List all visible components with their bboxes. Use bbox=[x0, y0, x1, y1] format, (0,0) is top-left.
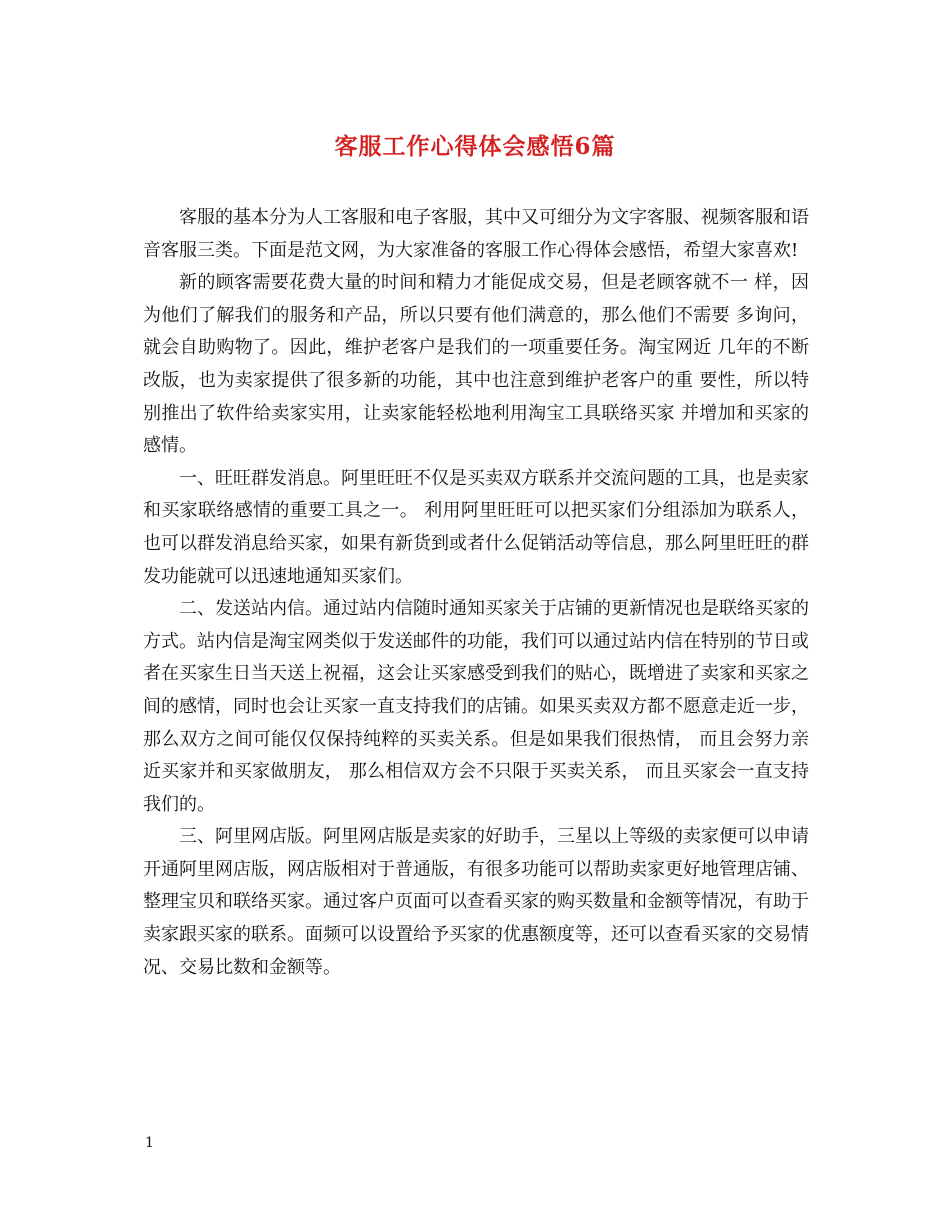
paragraph-site-message: 二、发送站内信。通过站内信随时通知买家关于店铺的更新情况也是联络买家的方式。站内信是淘宝网类似于发送邮件的功能，我们可以通过站内信在特别的节日或者在买家生日当天送上祝福，这会让买家感受到我们的贴心，既增进了卖家和买家之间的感情，同时也会让买家一直支持我们的店铺。如果买卖双方都不愿意走近一步，那么双方之间可能仅仅保持纯粹的买卖关系。但是如果我们很热情， 而且会努力亲近买家并和买家做朋友， 那么相信双方会不只限于买卖关系， 而且买家会一直支持我们的。 bbox=[143, 598, 809, 815]
page-number: 1 bbox=[145, 1135, 154, 1151]
document-title: 客服工作心得体会感悟6篇 bbox=[334, 133, 616, 160]
document-body bbox=[143, 202, 809, 984]
paragraph-wangwang: 一、旺旺群发消息。阿里旺旺不仅是买卖双方联系并交流问题的工具，也是卖家和买家联络感情的重要工具之一。 利用阿里旺旺可以把买家们分组添加为联系人，也可以群发消息给买家，如果有新货到或者什么促销活动等信息，那么阿里旺旺的群发功能就可以迅速地通知买家们。 bbox=[143, 467, 809, 587]
paragraph-ali-shop: 三、阿里网店版。阿里网店版是卖家的好助手，三星以上等级的卖家便可以申请开通阿里网店版，网店版相对于普通版，有很多功能可以帮助卖家更好地管理店铺、整理宝贝和联络买家。通过客户页面可以查看买家的购买数量和金额等情况，有助于卖家跟买家的联系。面频可以设置给予买家的优惠额度等，还可以查看买家的交易情况、交易比数和金额等。 bbox=[143, 826, 809, 978]
paragraph-intro: 客服的基本分为人工客服和电子客服，其中又可细分为文字客服、视频客服和语音客服三类。下面是范文网，为大家准备的客服工作心得体会感悟，希望大家喜欢! bbox=[143, 207, 809, 261]
paragraph-old-customers: 新的顾客需要花费大量的时间和精力才能促成交易，但是老顾客就不一 样，因为他们了解我们的服务和产品，所以只要有他们满意的，那么他们不需要 多询问，就会自助购物了。因此，维护老客户是我们的一项重要任务。淘宝网近 几年的不断改版，也为卖家提供了很多新的功能，其中也注意到维护老客户的重 要性，所以特别推出了软件给卖家实用，让卖家能轻松地利用淘宝工具联络买家 并增加和买家的感情。 bbox=[143, 272, 809, 457]
